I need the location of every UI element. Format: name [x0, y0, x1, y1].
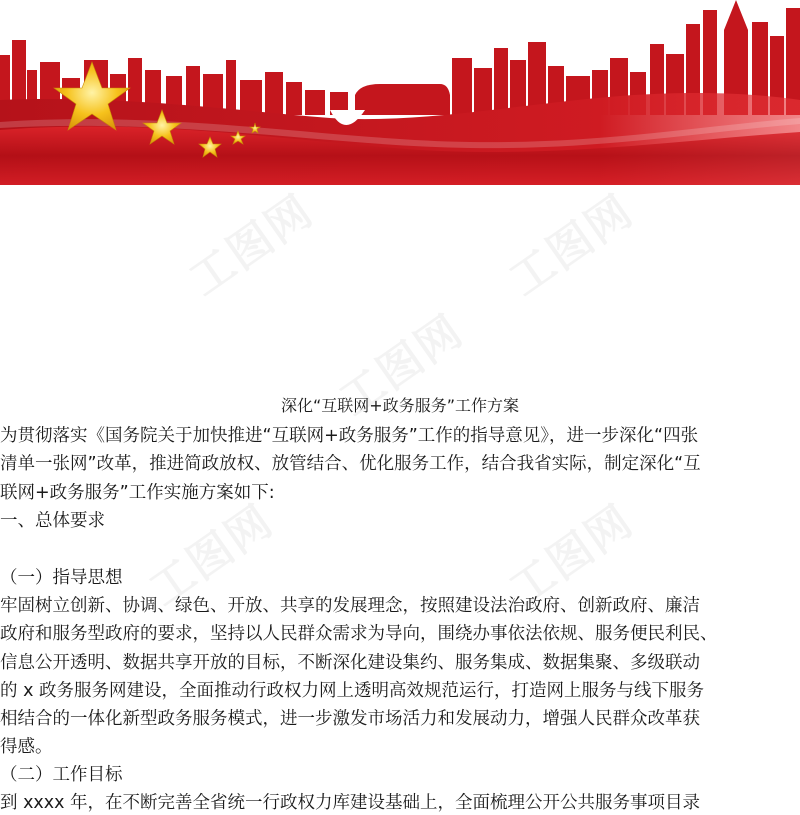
- document-title: 深化“互联网+政务服务”工作方案: [281, 396, 519, 415]
- paragraph-line: 牢固树立创新、协调、绿色、开放、共享的发展理念，按照建设法治政府、创新政府、廉洁: [0, 596, 700, 616]
- section-heading: 一、总体要求: [0, 511, 105, 531]
- subsection-heading: （一）指导思想: [0, 568, 123, 588]
- paragraph-line: 相结合的一体化新型政务服务模式，进一步激发市场活力和发展动力，增强人民群众改革获: [0, 709, 700, 729]
- subsection-heading: （二）工作目标: [0, 765, 123, 785]
- paragraph-line: 到 xxxx 年，在不断完善全省统一行政权力库建设基础上，全面梳理公开公共服务事项目录: [0, 793, 701, 813]
- intro-line: 联网+政务服务”工作实施方案如下:: [0, 483, 275, 503]
- intro-line: 清单一张网”改革，推进简政放权、放管结合、优化服务工作，结合我省实际，制定深化“互: [0, 454, 701, 474]
- paragraph-line: 政府和服务型政府的要求，坚持以人民群众需求为导向，围绕办事依法依规、服务便民利民、: [0, 624, 718, 644]
- paragraph-line: 的 x 政务服务网建设，全面推动行政权力网上透明高效规范运行，打造网上服务与线下服务: [0, 681, 704, 701]
- paragraph-line: 信息公开透明、数据共享开放的目标，不断深化建设集约、服务集成、数据集聚、多级联动: [0, 653, 700, 673]
- paragraph-line: 得感。: [0, 737, 53, 757]
- intro-line: 为贯彻落实《国务院关于加快推进“互联网+政务服务”工作的指导意见》，进一步深化“四张: [0, 426, 699, 446]
